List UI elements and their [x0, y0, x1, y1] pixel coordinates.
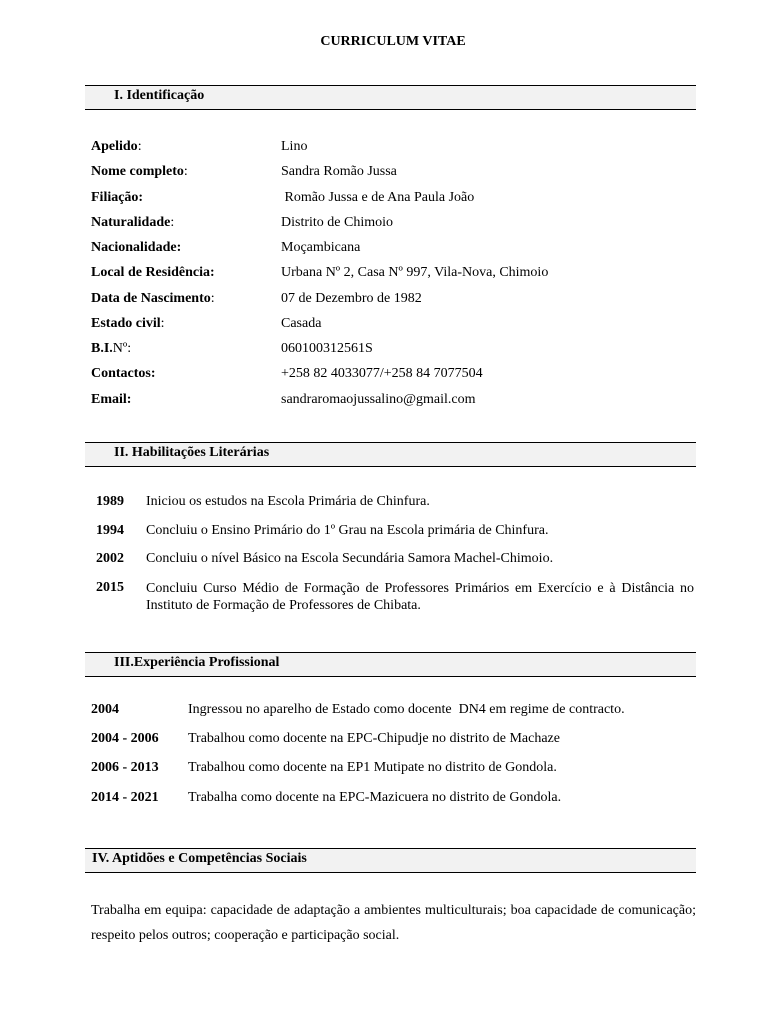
experience-text: Ingressou no aparelho de Estado como docente DN4 em regime de contracto. [188, 702, 625, 717]
field-row-estado-civil [0, 316, 768, 336]
field-value: +258 82 4033077/+258 84 7077504 [281, 366, 483, 381]
field-row-contactos [0, 366, 768, 386]
social-skills-paragraph: Trabalha em equipa: capacidade de adaptação a ambientes multiculturais; boa capacidade de comunicação; respeito pelos outros; cooperação e participação social. [91, 903, 696, 943]
section-header-experiencia [85, 652, 696, 677]
field-row-filiacao [0, 190, 768, 210]
field-value: sandraromaojussalino@gmail.com [281, 392, 476, 407]
field-value: Urbana Nº 2, Casa Nº 997, Vila-Nova, Chimoio [281, 265, 549, 280]
experience-item [0, 790, 768, 810]
experience-text: Trabalhou como docente na EP1 Mutipate no distrito de Gondola. [188, 760, 557, 775]
field-row-nome-completo [0, 164, 768, 184]
field-label: Data de Nascimento: [91, 291, 215, 306]
field-label: Nacionalidade: [91, 240, 182, 255]
experience-item [0, 702, 768, 722]
experience-text: Trabalhou como docente na EPC-Chipudje no distrito de Machaze [188, 731, 560, 746]
section-title: IV. Aptidões e Competências Sociais [92, 851, 307, 866]
section-header-aptidoes [85, 848, 696, 873]
field-row-naturalidade [0, 215, 768, 235]
field-value: Distrito de Chimoio [281, 215, 393, 230]
experience-item [0, 731, 768, 751]
education-text: Concluiu Curso Médio de Formação de Professores Primários em Exercício e à Distância no Instituto de Formação de Professores de Chibata. [146, 581, 694, 613]
field-label: Email: [91, 392, 132, 407]
field-value: Casada [281, 316, 322, 331]
education-text: Iniciou os estudos na Escola Primária de Chinfura. [146, 494, 430, 509]
section-title: I. Identificação [114, 88, 205, 103]
field-value: Lino [281, 139, 308, 154]
field-value: Moçambicana [281, 240, 361, 255]
experience-period: 2006 - 2013 [91, 760, 159, 775]
field-label: Filiação: [91, 190, 144, 205]
education-year: 1994 [96, 523, 124, 538]
field-value: Sandra Romão Jussa [281, 164, 397, 179]
field-value: 060100312561S [281, 341, 373, 356]
field-row-email [0, 392, 768, 412]
experience-text: Trabalha como docente na EPC-Mazicuera no distrito de Gondola. [188, 790, 562, 805]
field-label: Local de Residência: [91, 265, 215, 280]
field-label: Apelido: [91, 139, 142, 154]
experience-period: 2004 - 2006 [91, 731, 159, 746]
field-row-data-nascimento [0, 291, 768, 311]
experience-period: 2004 [91, 702, 119, 717]
field-value: Romão Jussa e de Ana Paula João [281, 190, 475, 205]
experience-item [0, 760, 768, 780]
field-row-local-residencia [0, 265, 768, 285]
field-label: Estado civil: [91, 316, 165, 331]
education-text: Concluiu o nível Básico na Escola Secundária Samora Machel-Chimoio. [146, 551, 554, 566]
section-title: III.Experiência Profissional [114, 655, 280, 670]
field-row-apelido [0, 139, 768, 159]
field-value: 07 de Dezembro de 1982 [281, 291, 422, 306]
field-label: Nome completo: [91, 164, 188, 179]
section-header-habilitacoes [85, 442, 696, 467]
field-row-bi [0, 341, 768, 361]
field-label: Naturalidade: [91, 215, 175, 230]
field-row-nacionalidade [0, 240, 768, 260]
document-title: CURRICULUM VITAE [320, 34, 466, 49]
section-title: II. Habilitações Literárias [114, 445, 270, 460]
education-text: Concluiu o Ensino Primário do 1º Grau na Escola primária de Chinfura. [146, 523, 549, 538]
field-label: Contactos: [91, 366, 156, 381]
section-header-identificacao [85, 85, 696, 110]
education-year: 2002 [96, 551, 124, 566]
experience-period: 2014 - 2021 [91, 790, 159, 805]
education-year: 1989 [96, 494, 124, 509]
field-label: B.I.Nº: [91, 341, 132, 356]
education-year: 2015 [96, 580, 124, 595]
